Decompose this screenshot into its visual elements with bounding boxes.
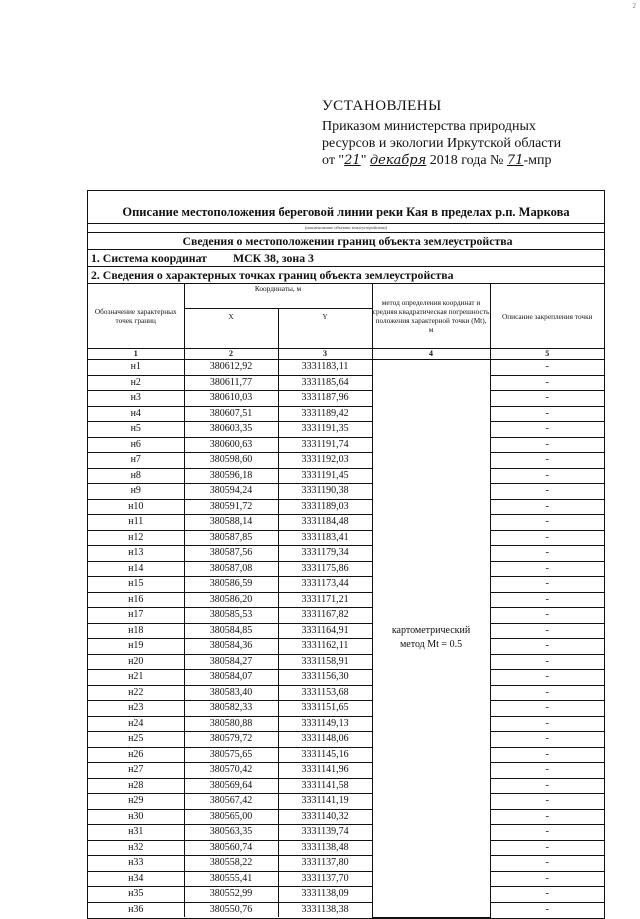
- point-id: н4: [88, 406, 184, 422]
- point-id: н22: [88, 685, 184, 701]
- table-row: [88, 623, 604, 639]
- point-id: н12: [88, 530, 184, 546]
- point-x: 380594,24: [184, 484, 278, 500]
- table-row: [88, 360, 604, 376]
- point-id: н7: [88, 453, 184, 469]
- document-frame: [87, 190, 605, 919]
- points-table: [88, 283, 604, 918]
- point-y: 3331149,13: [278, 716, 372, 732]
- method-line-2: метод Mt = 0.5: [399, 639, 463, 651]
- point-x: 380560,74: [184, 840, 278, 856]
- column-number: 5: [490, 349, 604, 360]
- point-y: 3331153,68: [278, 685, 372, 701]
- point-description: -: [490, 856, 604, 872]
- point-y: 3331184,48: [278, 515, 372, 531]
- point-y: 3331191,74: [278, 437, 372, 453]
- point-description: -: [490, 670, 604, 686]
- point-description: -: [490, 406, 604, 422]
- header-description: Описание закрепления точки: [490, 284, 604, 349]
- point-id: н3: [88, 391, 184, 407]
- point-x: 380586,20: [184, 592, 278, 608]
- column-number: 4: [372, 349, 490, 360]
- point-id: н11: [88, 515, 184, 531]
- point-x: 380585,53: [184, 608, 278, 624]
- point-description: -: [490, 794, 604, 810]
- document-subtitle: (наименование объекта землеустройства): [88, 223, 604, 232]
- point-x: 380550,76: [184, 902, 278, 917]
- point-y: 3331191,35: [278, 422, 372, 438]
- point-id: н9: [88, 484, 184, 500]
- point-y: 3331190,38: [278, 484, 372, 500]
- point-description: -: [490, 437, 604, 453]
- approval-line-2: ресурсов и экологии Иркутской области: [322, 136, 562, 151]
- column-number: 3: [278, 349, 372, 360]
- column-number: 1: [88, 349, 184, 360]
- point-id: н17: [88, 608, 184, 624]
- point-y: 3331139,74: [278, 825, 372, 841]
- point-description: -: [490, 515, 604, 531]
- point-y: 3331148,06: [278, 732, 372, 748]
- table-row: [88, 437, 604, 453]
- point-x: 380584,07: [184, 670, 278, 686]
- point-y: 3331137,80: [278, 856, 372, 872]
- point-description: -: [490, 701, 604, 717]
- table-row: [88, 794, 604, 810]
- approval-block: [322, 98, 622, 169]
- point-y: 3331138,09: [278, 887, 372, 903]
- point-description: -: [490, 639, 604, 655]
- point-description: -: [490, 468, 604, 484]
- point-description: -: [490, 530, 604, 546]
- point-description: -: [490, 499, 604, 515]
- point-id: н20: [88, 654, 184, 670]
- point-y: 3331151,65: [278, 701, 372, 717]
- point-description: -: [490, 902, 604, 917]
- header-coords: Координаты, м: [184, 284, 372, 309]
- point-x: 380587,08: [184, 561, 278, 577]
- point-x: 380575,65: [184, 747, 278, 763]
- section-header: Сведения о местоположении границ объекта землеустройства: [88, 232, 604, 249]
- table-row: [88, 391, 604, 407]
- point-x: 380598,60: [184, 453, 278, 469]
- date-year: 2018 года №: [429, 153, 504, 168]
- point-id: н19: [88, 639, 184, 655]
- table-row: [88, 608, 604, 624]
- point-id: н15: [88, 577, 184, 593]
- table-row: [88, 639, 604, 655]
- point-y: 3331189,42: [278, 406, 372, 422]
- point-y: 3331141,19: [278, 794, 372, 810]
- point-y: 3331192,03: [278, 453, 372, 469]
- point-x: 380611,77: [184, 375, 278, 391]
- point-description: -: [490, 592, 604, 608]
- point-y: 3331145,16: [278, 747, 372, 763]
- header-point: Обозначение характерных точек границ: [88, 284, 184, 349]
- point-y: 3331138,38: [278, 902, 372, 917]
- point-id: н18: [88, 623, 184, 639]
- date-suffix: -мпр: [523, 153, 552, 168]
- point-y: 3331158,91: [278, 654, 372, 670]
- point-y: 3331189,03: [278, 499, 372, 515]
- table-row: [88, 809, 604, 825]
- table-row: [88, 825, 604, 841]
- point-y: 3331162,11: [278, 639, 372, 655]
- point-x: 380565,00: [184, 809, 278, 825]
- point-x: 380607,51: [184, 406, 278, 422]
- point-description: -: [490, 654, 604, 670]
- point-description: -: [490, 391, 604, 407]
- points-section-header: 2. Сведения о характерных точках границ объекта землеустройства: [88, 266, 604, 283]
- point-id: н33: [88, 856, 184, 872]
- point-x: 380555,41: [184, 871, 278, 887]
- table-row: [88, 499, 604, 515]
- point-x: 380558,22: [184, 856, 278, 872]
- table-row: [88, 871, 604, 887]
- table-row: [88, 577, 604, 593]
- point-id: н24: [88, 716, 184, 732]
- point-y: 3331191,45: [278, 468, 372, 484]
- point-description: -: [490, 623, 604, 639]
- point-id: н5: [88, 422, 184, 438]
- date-mid: ": [360, 153, 367, 168]
- coord-system-value: МСК 38, зона 3: [232, 251, 314, 265]
- point-id: н36: [88, 902, 184, 917]
- table-row: [88, 902, 604, 917]
- table-row: [88, 561, 604, 577]
- date-month: декабря: [369, 153, 427, 168]
- point-y: 3331141,58: [278, 778, 372, 794]
- point-x: 380570,42: [184, 763, 278, 779]
- table-row: [88, 747, 604, 763]
- point-x: 380579,72: [184, 732, 278, 748]
- table-row: [88, 484, 604, 500]
- date-day: 21: [344, 153, 361, 168]
- point-x: 380567,42: [184, 794, 278, 810]
- table-row: [88, 670, 604, 686]
- point-y: 3331141,96: [278, 763, 372, 779]
- point-id: н30: [88, 809, 184, 825]
- point-id: н14: [88, 561, 184, 577]
- document-title: Описание местоположения береговой линии реки Кая в пределах р.п. Маркова: [122, 205, 570, 219]
- point-id: н10: [88, 499, 184, 515]
- point-y: 3331140,32: [278, 809, 372, 825]
- point-y: 3331183,41: [278, 530, 372, 546]
- method-line-1: картометрический: [391, 625, 471, 637]
- point-x: 380569,64: [184, 778, 278, 794]
- table-row: [88, 530, 604, 546]
- table-row: [88, 375, 604, 391]
- header-y: Y: [278, 309, 372, 349]
- point-description: -: [490, 732, 604, 748]
- point-description: -: [490, 484, 604, 500]
- point-x: 380610,03: [184, 391, 278, 407]
- point-id: н6: [88, 437, 184, 453]
- approval-line-1: Приказом министерства природных: [322, 119, 536, 134]
- point-description: -: [490, 453, 604, 469]
- header-method: метод определения координат и средняя квадратическая погрешность положения характерной точки (Mt), м: [372, 284, 490, 349]
- point-description: -: [490, 422, 604, 438]
- point-y: 3331173,44: [278, 577, 372, 593]
- point-description: -: [490, 747, 604, 763]
- table-row: [88, 468, 604, 484]
- date-prefix: от ": [322, 153, 345, 168]
- method-cell: [372, 360, 490, 918]
- table-row: [88, 716, 604, 732]
- point-description: -: [490, 840, 604, 856]
- point-id: н31: [88, 825, 184, 841]
- point-x: 380583,40: [184, 685, 278, 701]
- table-row: [88, 422, 604, 438]
- point-description: -: [490, 375, 604, 391]
- date-number: 71: [506, 153, 524, 168]
- point-id: н29: [88, 794, 184, 810]
- point-y: 3331167,82: [278, 608, 372, 624]
- point-id: н8: [88, 468, 184, 484]
- point-id: н28: [88, 778, 184, 794]
- point-description: -: [490, 360, 604, 376]
- point-x: 380584,85: [184, 623, 278, 639]
- table-row: [88, 732, 604, 748]
- point-description: -: [490, 763, 604, 779]
- point-x: 380587,56: [184, 546, 278, 562]
- point-description: -: [490, 716, 604, 732]
- point-x: 380600,63: [184, 437, 278, 453]
- table-row: [88, 453, 604, 469]
- point-y: 3331179,34: [278, 546, 372, 562]
- coord-system-label: 1. Система координат: [91, 251, 207, 265]
- point-id: н21: [88, 670, 184, 686]
- point-id: н1: [88, 360, 184, 376]
- approval-title: УСТАНОВЛЕНЫ: [322, 98, 442, 114]
- point-x: 380603,35: [184, 422, 278, 438]
- point-y: 3331137,70: [278, 871, 372, 887]
- point-y: 3331185,64: [278, 375, 372, 391]
- point-y: 3331175,86: [278, 561, 372, 577]
- coord-system-row: [88, 249, 604, 266]
- point-description: -: [490, 685, 604, 701]
- point-description: -: [490, 577, 604, 593]
- point-x: 380582,33: [184, 701, 278, 717]
- table-row: [88, 840, 604, 856]
- point-description: -: [490, 871, 604, 887]
- point-x: 380591,72: [184, 499, 278, 515]
- point-x: 380552,99: [184, 887, 278, 903]
- point-y: 3331183,11: [278, 360, 372, 376]
- point-x: 380588,14: [184, 515, 278, 531]
- table-row: [88, 856, 604, 872]
- table-row: [88, 515, 604, 531]
- point-description: -: [490, 778, 604, 794]
- point-x: 380563,35: [184, 825, 278, 841]
- point-description: -: [490, 825, 604, 841]
- point-x: 380596,18: [184, 468, 278, 484]
- point-y: 3331187,96: [278, 391, 372, 407]
- table-row: [88, 701, 604, 717]
- point-id: н16: [88, 592, 184, 608]
- approval-date-line: [322, 152, 622, 169]
- table-row: [88, 685, 604, 701]
- table-row: [88, 406, 604, 422]
- header-x: X: [184, 309, 278, 349]
- table-row: [88, 654, 604, 670]
- point-x: 380584,36: [184, 639, 278, 655]
- table-row: [88, 546, 604, 562]
- table-row: [88, 887, 604, 903]
- point-description: -: [490, 608, 604, 624]
- point-description: -: [490, 809, 604, 825]
- point-y: 3331138,48: [278, 840, 372, 856]
- point-description: -: [490, 887, 604, 903]
- point-description: -: [490, 561, 604, 577]
- point-y: 3331164,91: [278, 623, 372, 639]
- point-x: 380580,88: [184, 716, 278, 732]
- point-y: 3331156,30: [278, 670, 372, 686]
- point-id: н26: [88, 747, 184, 763]
- point-id: н32: [88, 840, 184, 856]
- point-y: 3331171,21: [278, 592, 372, 608]
- point-id: н27: [88, 763, 184, 779]
- table-row: [88, 592, 604, 608]
- point-x: 380586,59: [184, 577, 278, 593]
- column-number: 2: [184, 349, 278, 360]
- point-id: н23: [88, 701, 184, 717]
- point-id: н34: [88, 871, 184, 887]
- page-number: 2: [632, 2, 636, 10]
- point-id: н13: [88, 546, 184, 562]
- point-id: н25: [88, 732, 184, 748]
- point-x: 380587,85: [184, 530, 278, 546]
- table-row: [88, 763, 604, 779]
- point-x: 380612,92: [184, 360, 278, 376]
- table-row: [88, 778, 604, 794]
- point-id: н35: [88, 887, 184, 903]
- point-description: -: [490, 546, 604, 562]
- point-id: н2: [88, 375, 184, 391]
- point-x: 380584,27: [184, 654, 278, 670]
